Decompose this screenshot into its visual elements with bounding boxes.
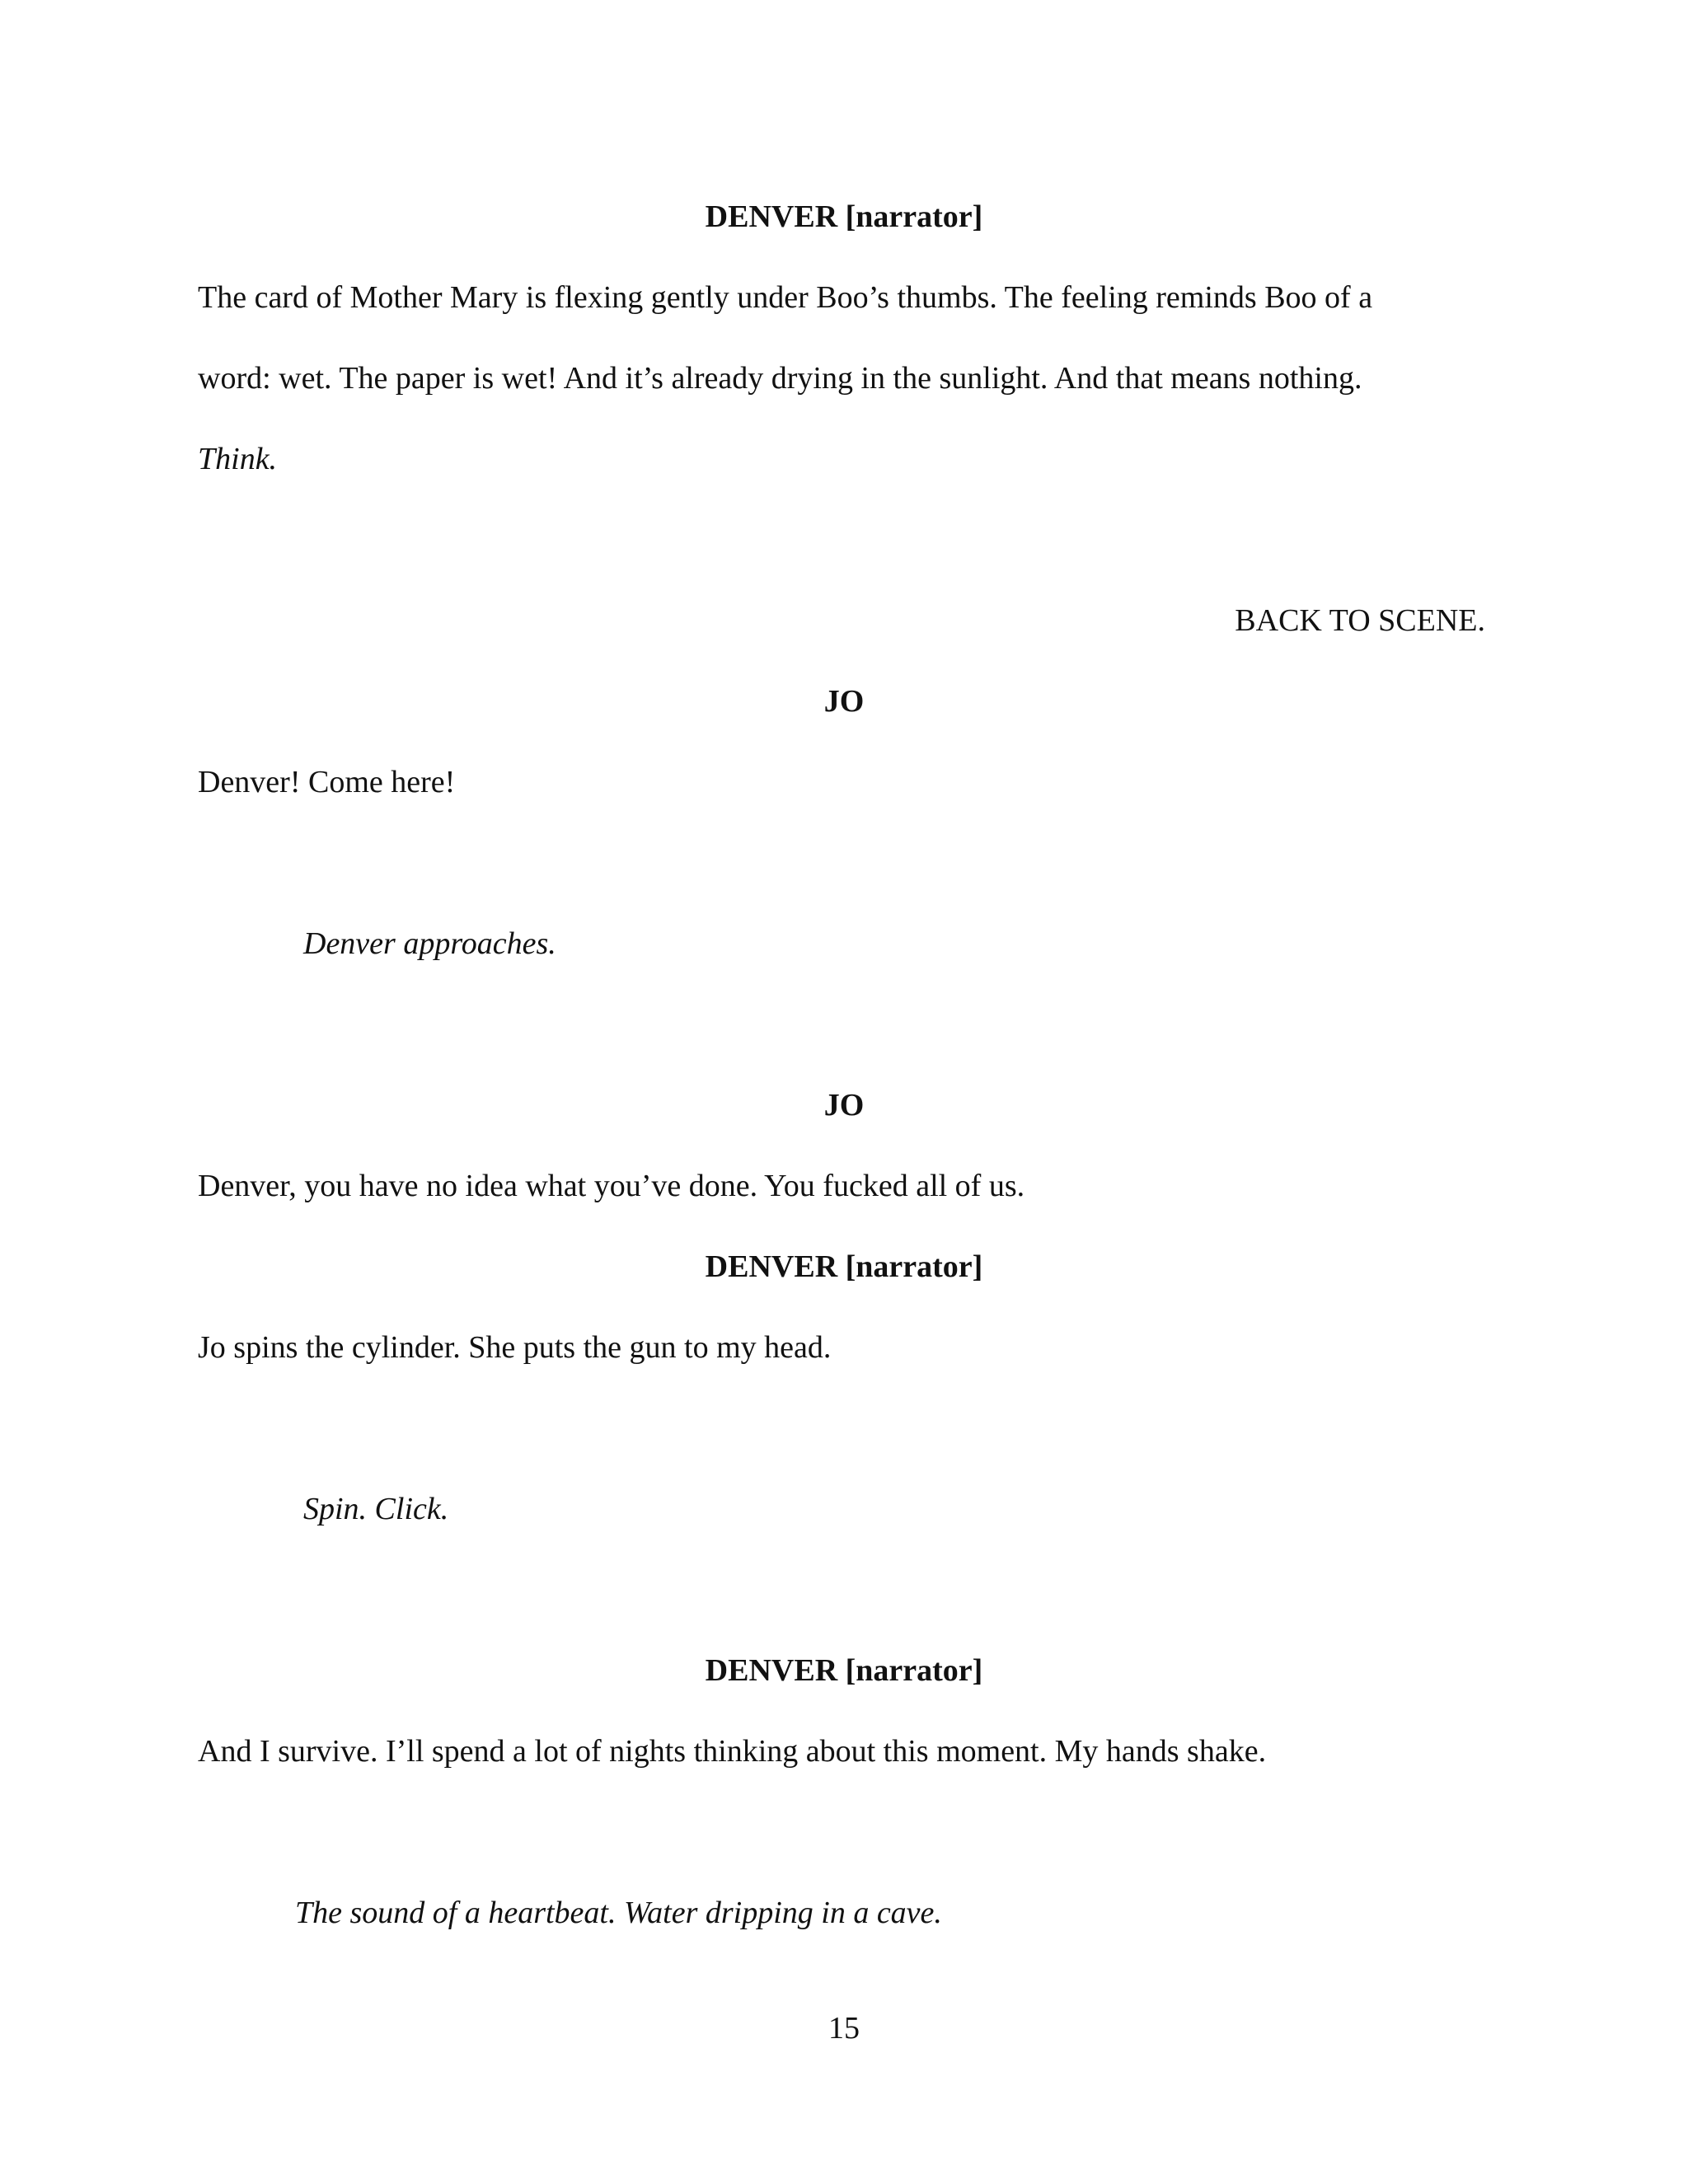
character-cue-denver-narrator: DENVER [narrator]: [705, 1249, 983, 1284]
stage-direction: Denver approaches.: [303, 926, 556, 961]
character-cue-denver-narrator: DENVER [narrator]: [705, 199, 983, 234]
character-cue-denver-narrator: DENVER [narrator]: [705, 1653, 983, 1688]
dialogue-line: The card of Mother Mary is flexing gently under Boo’s thumbs. The feeling reminds Boo of a: [198, 280, 1373, 315]
character-cue-jo: JO: [823, 1088, 865, 1122]
page-number: 15: [828, 2011, 860, 2046]
dialogue-line: Denver! Come here!: [198, 765, 456, 799]
transition-back-to-scene: BACK TO SCENE.: [1235, 603, 1485, 638]
dialogue-line: word: wet. The paper is wet! And it’s already drying in the sunlight. And that means nothing.: [198, 361, 1362, 396]
stage-direction: Spin. Click.: [303, 1492, 449, 1526]
dialogue-line: And I survive. I’ll spend a lot of nights thinking about this moment. My hands shake.: [198, 1734, 1267, 1769]
dialogue-line-italic: Think.: [198, 442, 278, 476]
dialogue-line: Jo spins the cylinder. She puts the gun to my head.: [198, 1330, 832, 1365]
stage-direction: The sound of a heartbeat. Water dripping in a cave.: [295, 1896, 942, 1930]
dialogue-line: Denver, you have no idea what you’ve done. You fucked all of us.: [198, 1169, 1025, 1203]
character-cue-jo: JO: [823, 684, 865, 719]
